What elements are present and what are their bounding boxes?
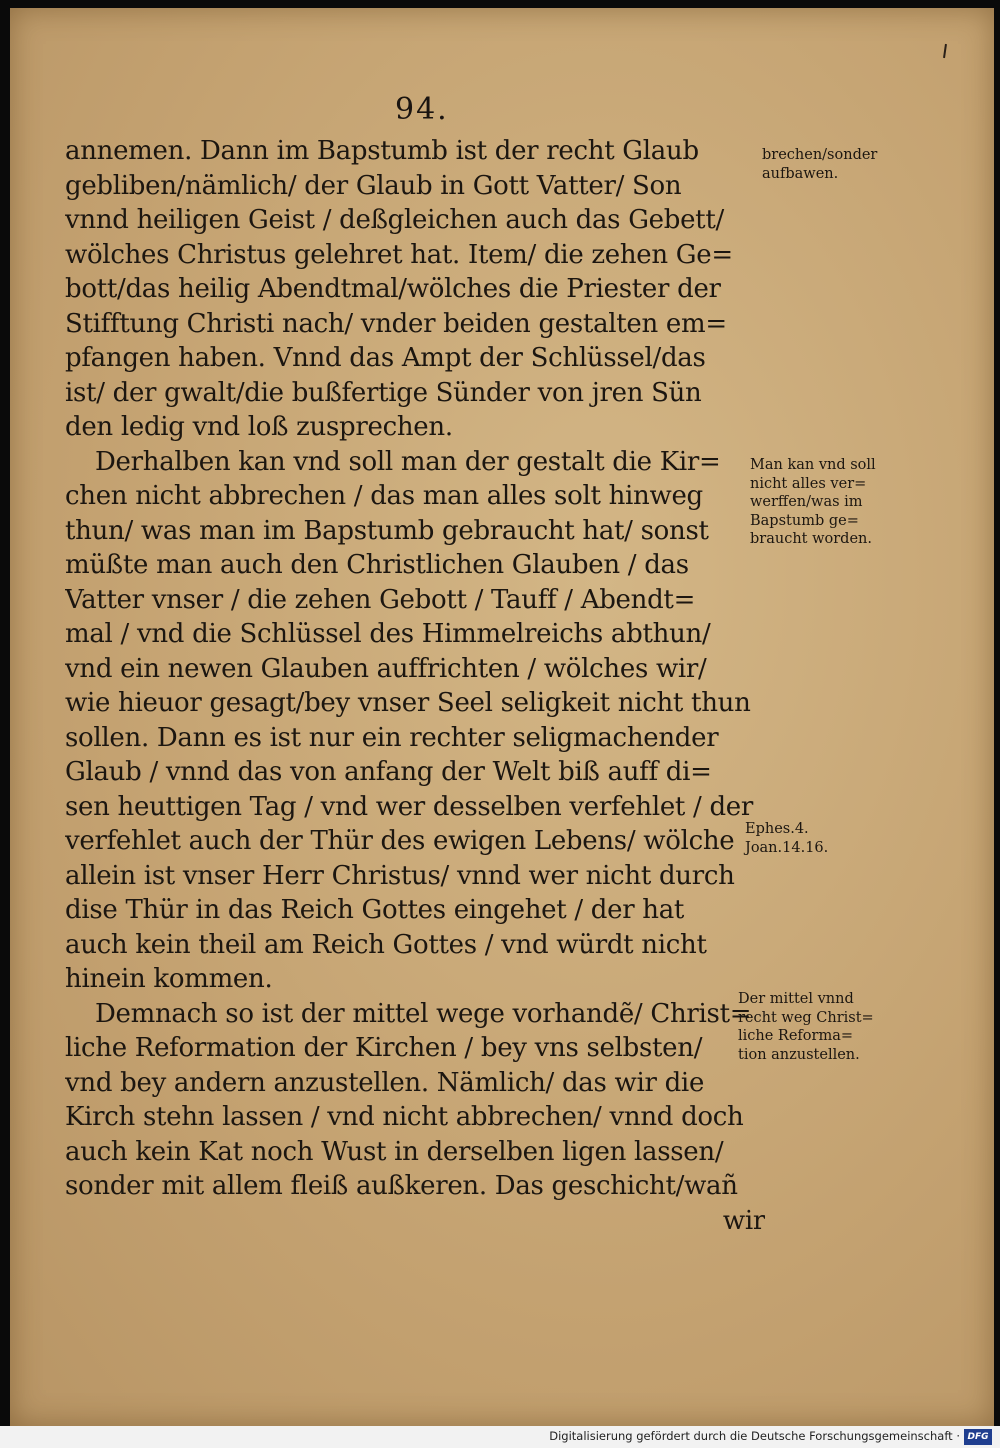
text-line: wölches Christus gelehret hat. Item/ die zehen Ge= bbox=[65, 239, 733, 270]
footer-credit: Digitalisierung gefördert durch die Deutsche Forschungsgemeinschaft · bbox=[549, 1429, 960, 1443]
text-line: sollen. Dann es ist nur ein rechter seligmachender bbox=[65, 722, 719, 753]
paragraph-start-line: Demnach so ist der mittel wege vorhandẽ/ Christ= bbox=[95, 998, 752, 1029]
text-line: sonder mit allem fleiß außkeren. Das geschicht/wañ bbox=[65, 1171, 738, 1201]
text-line: sen heuttigen Tag / vnd wer desselben verfehlet / der bbox=[65, 791, 754, 822]
catchword: wir bbox=[722, 1205, 765, 1236]
text-line: ist/ der gwalt/die bußfertige Sünder von jren Sün bbox=[65, 377, 702, 408]
text-line: auch kein theil am Reich Gottes / vnd würdt nicht bbox=[65, 929, 707, 960]
text-line: allein ist vnser Herr Christus/ vnnd wer nicht durch bbox=[65, 860, 735, 891]
text-line: pfangen haben. Vnnd das Ampt der Schlüssel/das bbox=[65, 343, 706, 373]
text-line: chen nicht abbrechen / das man alles solt hinweg bbox=[65, 481, 703, 511]
book-page bbox=[10, 8, 994, 1426]
text-line: den ledig vnd loß zusprechen. bbox=[65, 412, 453, 442]
margin-note: Man kan vnd soll nicht alles ver= werffen/was im Bapstumb ge= braucht worden. bbox=[750, 457, 876, 547]
main-text-block bbox=[65, 134, 765, 1238]
margin-note-citation: Ephes.4. Joan.14.16. bbox=[745, 821, 829, 856]
text-line: mal / vnd die Schlüssel des Himmelreichs abthun/ bbox=[65, 619, 711, 649]
text-line: dise Thür in das Reich Gottes eingehet / der hat bbox=[65, 895, 685, 925]
text-line: annemen. Dann im Bapstumb ist der recht Glaub bbox=[65, 136, 699, 166]
text-line: gebliben/nämlich/ der Glaub in Gott Vatter/ Son bbox=[65, 170, 682, 201]
text-line: vnd ein newen Glauben auffrichten / wölches wir/ bbox=[65, 653, 707, 684]
text-line: thun/ was man im Bapstumb gebraucht hat/ sonst bbox=[65, 515, 709, 546]
text-line: wie hieuor gesagt/bey vnser Seel seligkeit nicht thun bbox=[65, 688, 751, 718]
digitization-footer bbox=[0, 1426, 1000, 1448]
text-line: Glaub / vnnd das von anfang der Welt biß auff di= bbox=[65, 757, 712, 787]
paragraph-start-line: Derhalben kan vnd soll man der gestalt die Kir= bbox=[95, 446, 721, 477]
text-line: müßte man auch den Christlichen Glauben / das bbox=[65, 550, 689, 580]
text-line: bott/das heilig Abendtmal/wölches die Priester der bbox=[65, 274, 721, 304]
text-line: vnd bey andern anzustellen. Nämlich/ das wir die bbox=[65, 1067, 705, 1098]
page-edge-mark bbox=[943, 44, 947, 58]
text-line: hinein kommen. bbox=[65, 964, 273, 994]
dfg-logo: DFG bbox=[964, 1429, 992, 1445]
text-line: liche Reformation der Kirchen / bey vns selbsten/ bbox=[65, 1033, 703, 1063]
page-number: 94. bbox=[395, 92, 449, 127]
margin-note: Der mittel vnnd recht weg Christ= liche Reforma= tion anzustellen. bbox=[738, 991, 874, 1063]
text-line: verfehlet auch der Thür des ewigen Lebens/ wölche bbox=[65, 826, 735, 856]
text-line: vnnd heiligen Geist / deßgleichen auch das Gebett/ bbox=[65, 205, 724, 235]
text-line: auch kein Kat noch Wust in derselben ligen lassen/ bbox=[65, 1136, 724, 1167]
text-line: Vatter vnser / die zehen Gebott / Tauff / Abendt= bbox=[65, 584, 696, 615]
margin-note: brechen/sonder aufbawen. bbox=[762, 147, 878, 182]
text-line: Kirch stehn lassen / vnd nicht abbrechen/ vnnd doch bbox=[65, 1102, 744, 1132]
text-line: Stifftung Christi nach/ vnder beiden gestalten em= bbox=[65, 308, 727, 339]
